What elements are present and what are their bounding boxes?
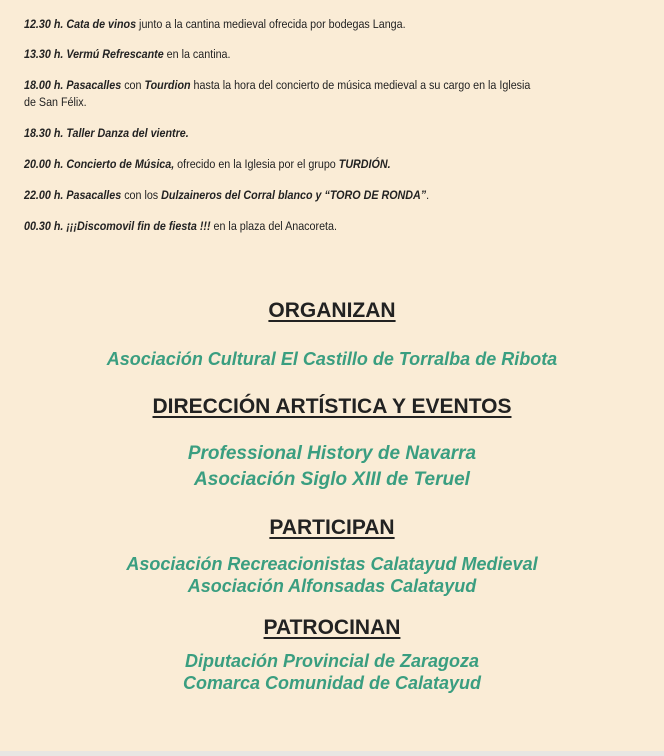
schedule-time: 00.30 h. [24, 219, 64, 233]
schedule-time: 13.30 h. [24, 47, 64, 61]
section-heading-patrocinan: PATROCINAN [263, 616, 401, 639]
schedule-detail: en la cantina. [163, 47, 231, 61]
section-heading-organizan: ORGANIZAN [268, 299, 396, 322]
schedule-item [24, 218, 337, 235]
schedule-detail: . [426, 188, 430, 202]
schedule-performer: Tourdion [144, 78, 191, 92]
participant-name: Asociación Recreacionistas Calatayud Medieval [126, 554, 538, 574]
schedule-time: 18.00 h. [24, 78, 64, 92]
director-name: Professional History de Navarra [187, 443, 477, 464]
schedule-item [24, 77, 530, 111]
schedule-detail: de San Félix. [24, 95, 87, 109]
schedule-event: Pasacalles [66, 78, 122, 92]
sponsor-name: Diputación Provincial de Zaragoza [184, 651, 480, 671]
schedule-detail: hasta la hora del concierto de música medieval a su cargo en la Iglesia [190, 78, 531, 92]
schedule-event: Pasacalles [66, 188, 122, 202]
schedule-time: 18.30 h. [24, 126, 64, 140]
section-heading-direccion: DIRECCIÓN ARTÍSTICA Y EVENTOS [152, 395, 512, 418]
schedule-item [24, 187, 429, 204]
participant-name: Asociación Alfonsadas Calatayud [187, 576, 477, 596]
schedule-event: Cata de vinos [66, 17, 137, 31]
schedule-performer: TURDIÓN. [338, 157, 391, 171]
schedule-item [24, 16, 406, 33]
section-heading-participan: PARTICIPAN [269, 516, 395, 539]
schedule-detail: junto a la cantina medieval ofrecida por bodegas Langa. [136, 17, 406, 31]
schedule-detail: con [121, 78, 145, 92]
organizer-name: Asociación Cultural El Castillo de Torralba de Ribota [106, 349, 558, 369]
schedule-detail: con los [121, 188, 162, 202]
schedule-performer: Dulzaineros del Corral blanco y “TORO DE RONDA” [161, 188, 427, 202]
schedule-time: 12.30 h. [24, 17, 64, 31]
schedule-detail: ofrecido en la Iglesia por el grupo [174, 157, 339, 171]
schedule-time: 20.00 h. [24, 157, 64, 171]
schedule-event: Vermú Refrescante [66, 47, 164, 61]
schedule-event: Taller Danza del vientre. [66, 126, 189, 140]
schedule-event: Concierto de Música, [66, 157, 175, 171]
schedule-detail: en la plaza del Anacoreta. [210, 219, 337, 233]
schedule-item [24, 46, 230, 63]
sponsor-name: Comarca Comunidad de Calatayud [182, 673, 482, 693]
schedule-item [24, 125, 189, 142]
schedule-time: 22.00 h. [24, 188, 64, 202]
director-name: Asociación Siglo XIII de Teruel [194, 469, 470, 490]
schedule-item [24, 156, 391, 173]
schedule-event: ¡¡¡Discomovil fin de fiesta !!! [66, 219, 211, 233]
